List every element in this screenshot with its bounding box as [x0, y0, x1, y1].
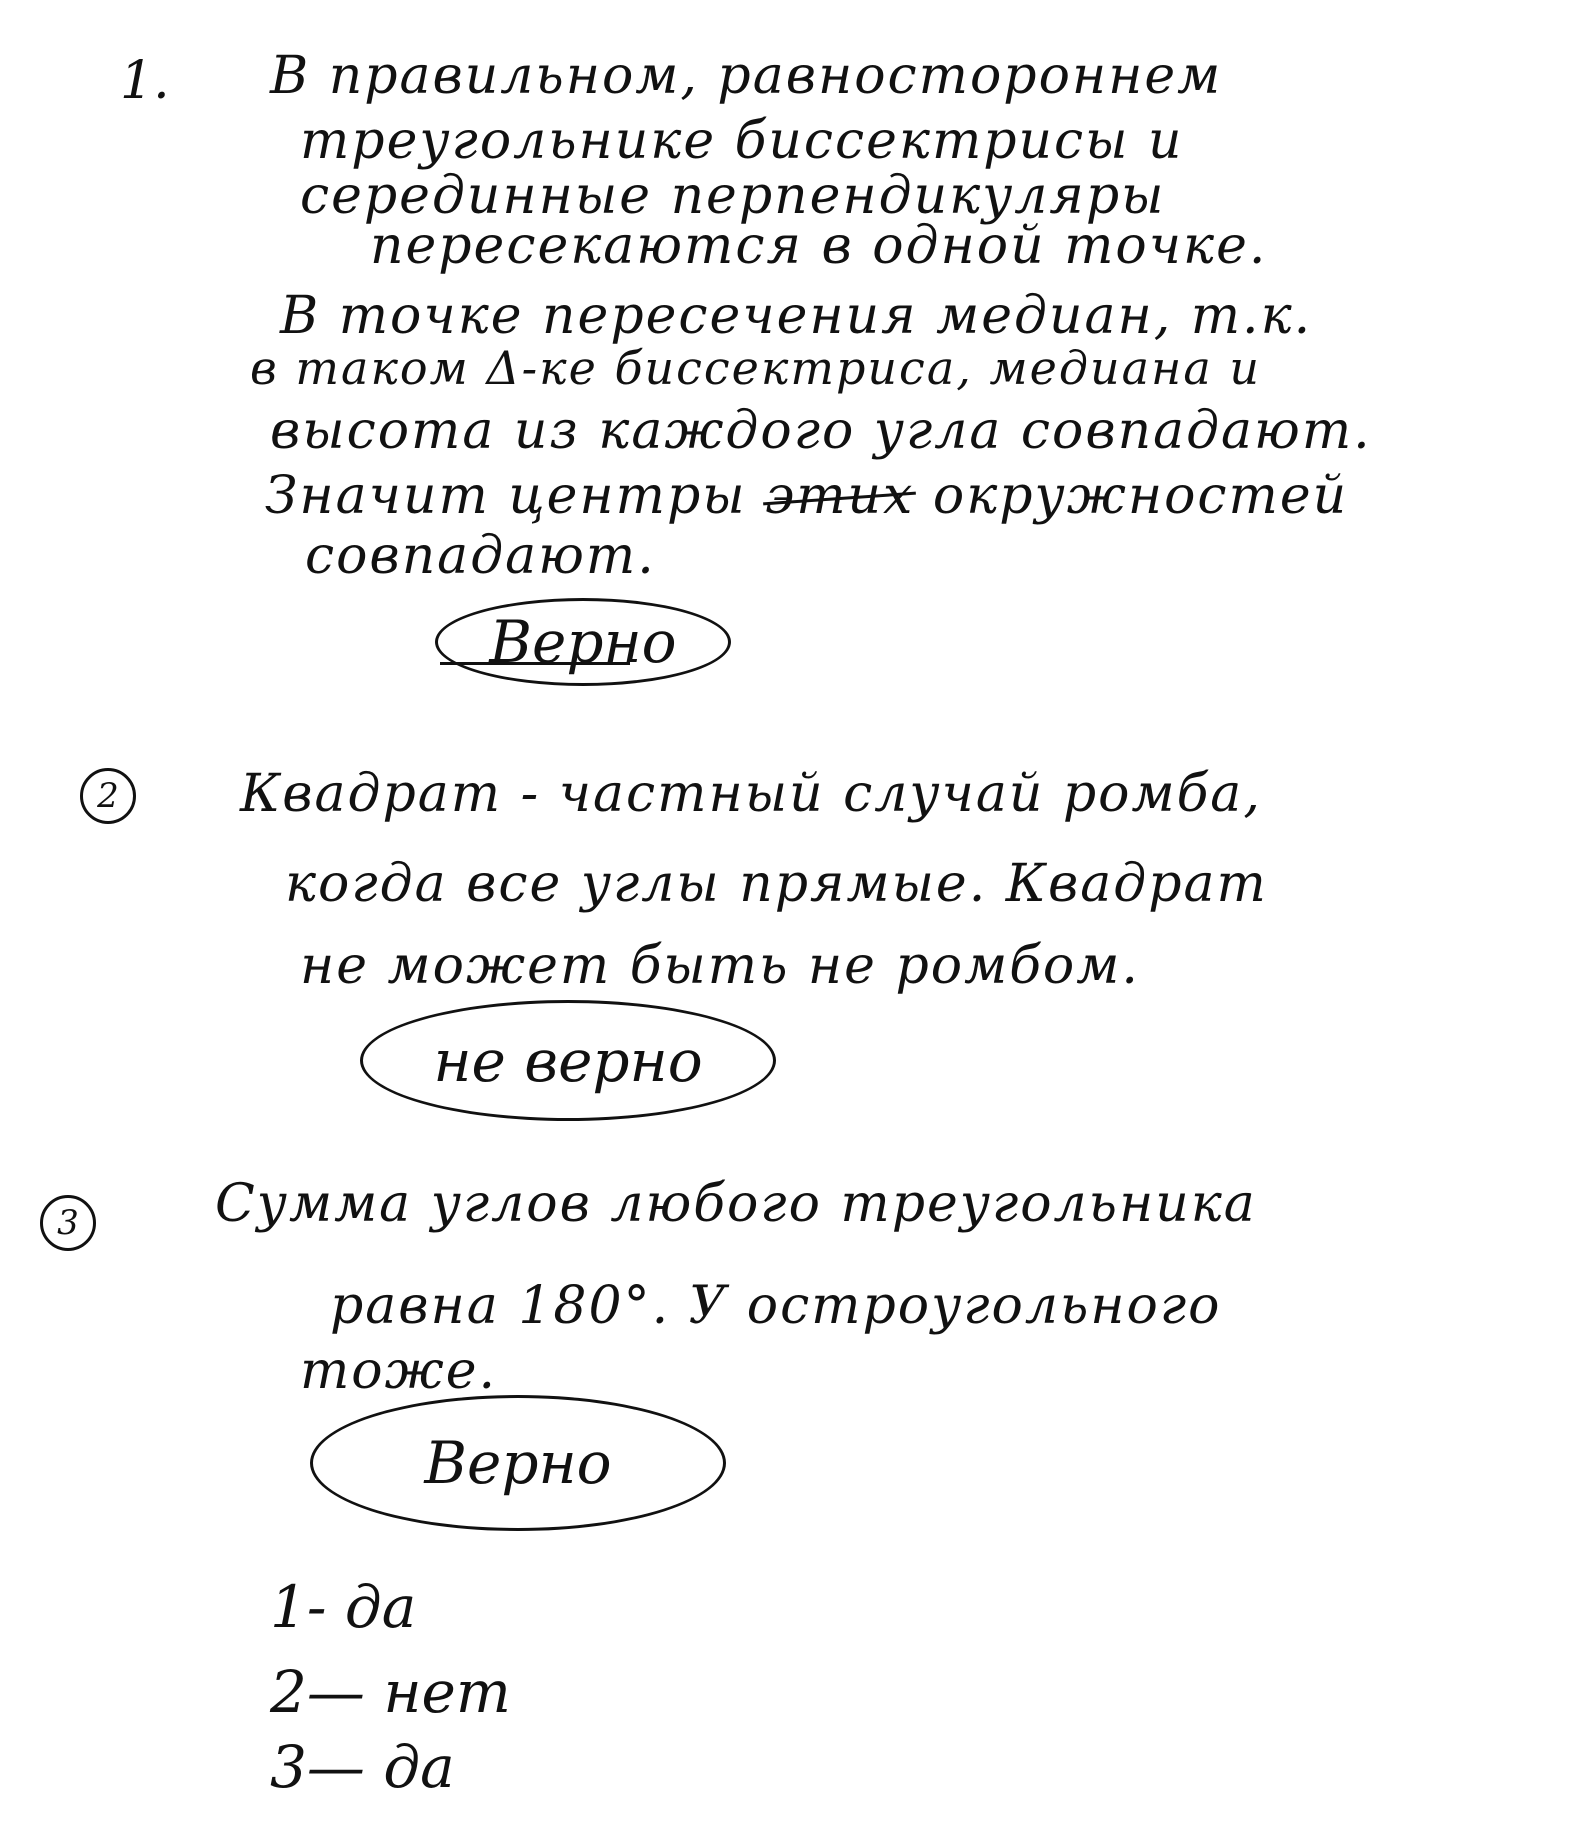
item2-number: 2 — [80, 768, 136, 824]
item3-line-1: Сумма углов любого треугольника — [215, 1174, 1257, 1234]
item1-line-7: высота из каждого угла совпадают. — [270, 401, 1372, 461]
item2-verdict: не верно — [360, 1000, 776, 1121]
item1-line-8 — [265, 466, 1349, 526]
item2-line-3: не может быть не ромбом. — [300, 936, 1140, 996]
item1-verdict: Верно — [435, 598, 731, 686]
item1-line-6: в таком Δ-ке биссектриса, медиана и — [250, 341, 1262, 395]
summary-line-1: 1- да — [270, 1573, 417, 1641]
item1-line-4: пересекаются в одной точке. — [370, 216, 1268, 276]
item1-line-2: треугольнике биссектрисы и — [300, 111, 1184, 171]
item2-line-2: когда все углы прямые. Квадрат — [285, 854, 1268, 914]
item1-line-8-start: Значит центры — [265, 466, 747, 526]
item1-line-1: В правильном, равностороннем — [270, 46, 1223, 106]
struck-word: этих — [765, 466, 915, 526]
item3-line-2: равна 180°. У остроугольного — [330, 1276, 1222, 1336]
item3-verdict: Верно — [310, 1395, 726, 1531]
summary-line-2: 2— нет — [270, 1658, 511, 1726]
item3-number: 3 — [40, 1195, 96, 1251]
item1-line-5: В точке пересечения медиан, т.к. — [280, 286, 1313, 346]
summary-line-3: 3— да — [270, 1733, 455, 1801]
verdict-underline — [440, 662, 630, 665]
item1-line-8-end: окружностей — [932, 466, 1349, 526]
item3-line-3: тоже. — [300, 1341, 498, 1401]
item1-line-9: совпадают. — [305, 526, 656, 586]
item1-line-3: серединные перпендикуляры — [300, 166, 1166, 226]
item2-line-1: Квадрат - частный случай ромба, — [240, 764, 1262, 824]
item1-number: 1. — [120, 51, 170, 111]
